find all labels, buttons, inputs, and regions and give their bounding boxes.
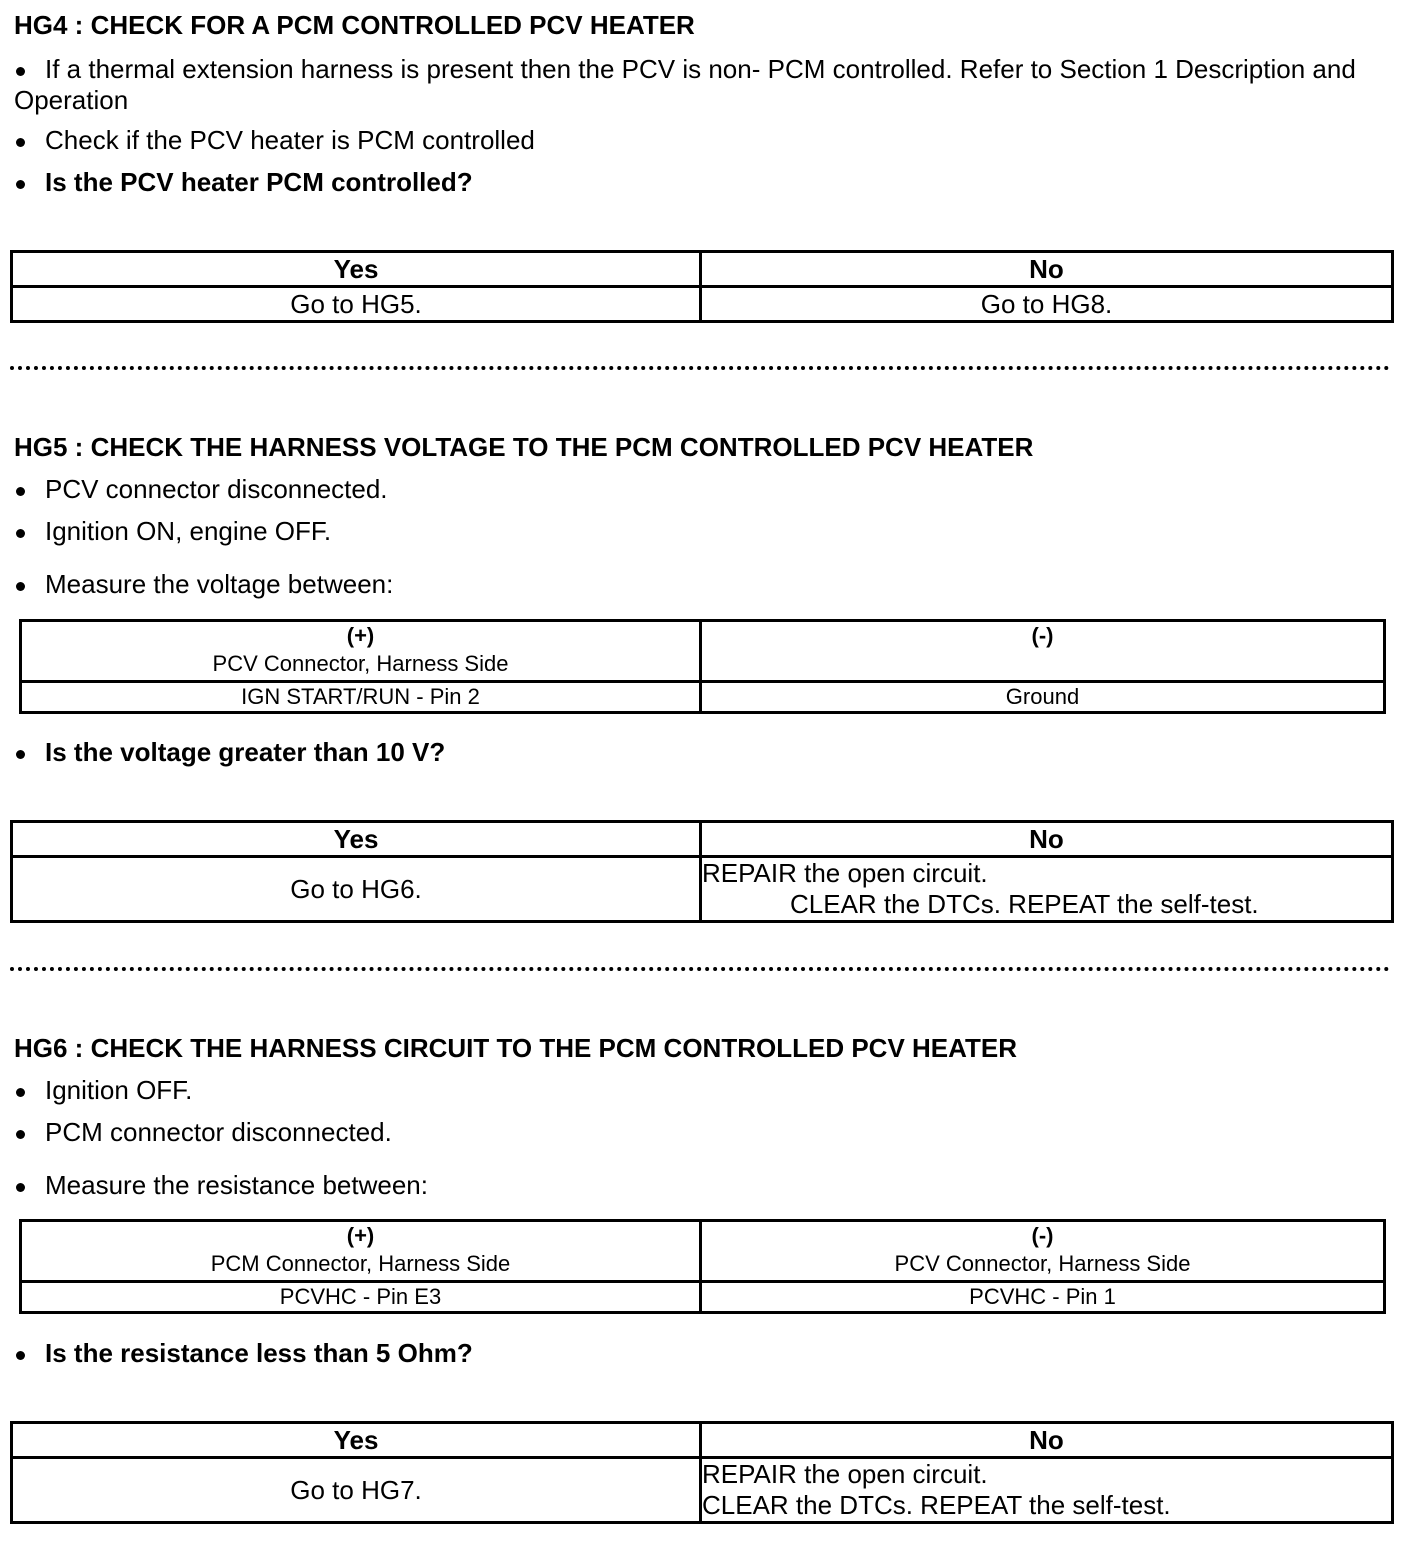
no-action: REPAIR the open circuit. CLEAR the DTCs. REPEAT the self-test. — [701, 1458, 1393, 1523]
negative-lead-value: Ground — [701, 682, 1385, 713]
bullet-dot-icon — [16, 180, 25, 189]
no-header: No — [701, 252, 1393, 287]
section-divider — [10, 967, 1390, 971]
no-action: Go to HG8. — [701, 287, 1393, 322]
negative-lead-header: (-) — [701, 621, 1385, 682]
hg6-result-table — [10, 1421, 1394, 1524]
hg4-bullet-1: If a thermal extension harness is present then the PCV is non- PCM controlled. Refer to Section 1 Description and Operation — [14, 54, 1356, 115]
no-header: No — [701, 1423, 1393, 1458]
hg5-measure-table — [19, 619, 1386, 714]
hg4-heading: HG4 : CHECK FOR A PCM CONTROLLED PCV HEATER — [14, 10, 695, 40]
bullet-dot-icon — [16, 750, 25, 759]
hg4-question: Is the PCV heater PCM controlled? — [14, 167, 473, 198]
hg5-bullet-2: Ignition ON, engine OFF. — [14, 516, 331, 547]
hg5-bullet-3: Measure the voltage between: — [14, 569, 393, 600]
hg6-measure-table — [19, 1219, 1386, 1314]
bullet-dot-icon — [16, 582, 25, 591]
section-divider — [10, 366, 1390, 370]
bullet-dot-icon — [16, 529, 25, 538]
hg6-question: Is the resistance less than 5 Ohm? — [14, 1338, 473, 1369]
hg6-bullet-1: Ignition OFF. — [14, 1075, 192, 1106]
hg5-question: Is the voltage greater than 10 V? — [14, 737, 445, 768]
hg4-bullet-2: Check if the PCV heater is PCM controlled — [14, 125, 535, 156]
yes-action: Go to HG7. — [12, 1458, 701, 1523]
bullet-dot-icon — [16, 138, 25, 147]
yes-action: Go to HG6. — [12, 857, 701, 922]
positive-lead-header: (+) PCV Connector, Harness Side — [21, 621, 701, 682]
bullet-dot-icon — [16, 1351, 25, 1360]
hg4-result-table — [10, 250, 1394, 323]
hg6-bullet-2: PCM connector disconnected. — [14, 1117, 392, 1148]
hg5-heading: HG5 : CHECK THE HARNESS VOLTAGE TO THE PCM CONTROLLED PCV HEATER — [14, 432, 1034, 462]
yes-header: Yes — [12, 822, 701, 857]
bullet-dot-icon — [16, 1088, 25, 1097]
hg6-heading: HG6 : CHECK THE HARNESS CIRCUIT TO THE PCM CONTROLLED PCV HEATER — [14, 1033, 1017, 1063]
yes-header: Yes — [12, 1423, 701, 1458]
yes-header: Yes — [12, 252, 701, 287]
negative-lead-header: (-) PCV Connector, Harness Side — [701, 1221, 1385, 1282]
positive-lead-value: IGN START/RUN - Pin 2 — [21, 682, 701, 713]
no-header: No — [701, 822, 1393, 857]
yes-action: Go to HG5. — [12, 287, 701, 322]
positive-lead-header: (+) PCM Connector, Harness Side — [21, 1221, 701, 1282]
bullet-dot-icon — [16, 487, 25, 496]
positive-lead-value: PCVHC - Pin E3 — [21, 1282, 701, 1313]
bullet-dot-icon — [16, 1130, 25, 1139]
negative-lead-value: PCVHC - Pin 1 — [701, 1282, 1385, 1313]
hg5-bullet-1: PCV connector disconnected. — [14, 474, 388, 505]
hg5-result-table — [10, 820, 1394, 923]
bullet-dot-icon — [16, 67, 25, 76]
bullet-dot-icon — [16, 1183, 25, 1192]
hg6-bullet-3: Measure the resistance between: — [14, 1170, 428, 1201]
no-action: REPAIR the open circuit. CLEAR the DTCs. REPEAT the self-test. — [701, 857, 1393, 922]
